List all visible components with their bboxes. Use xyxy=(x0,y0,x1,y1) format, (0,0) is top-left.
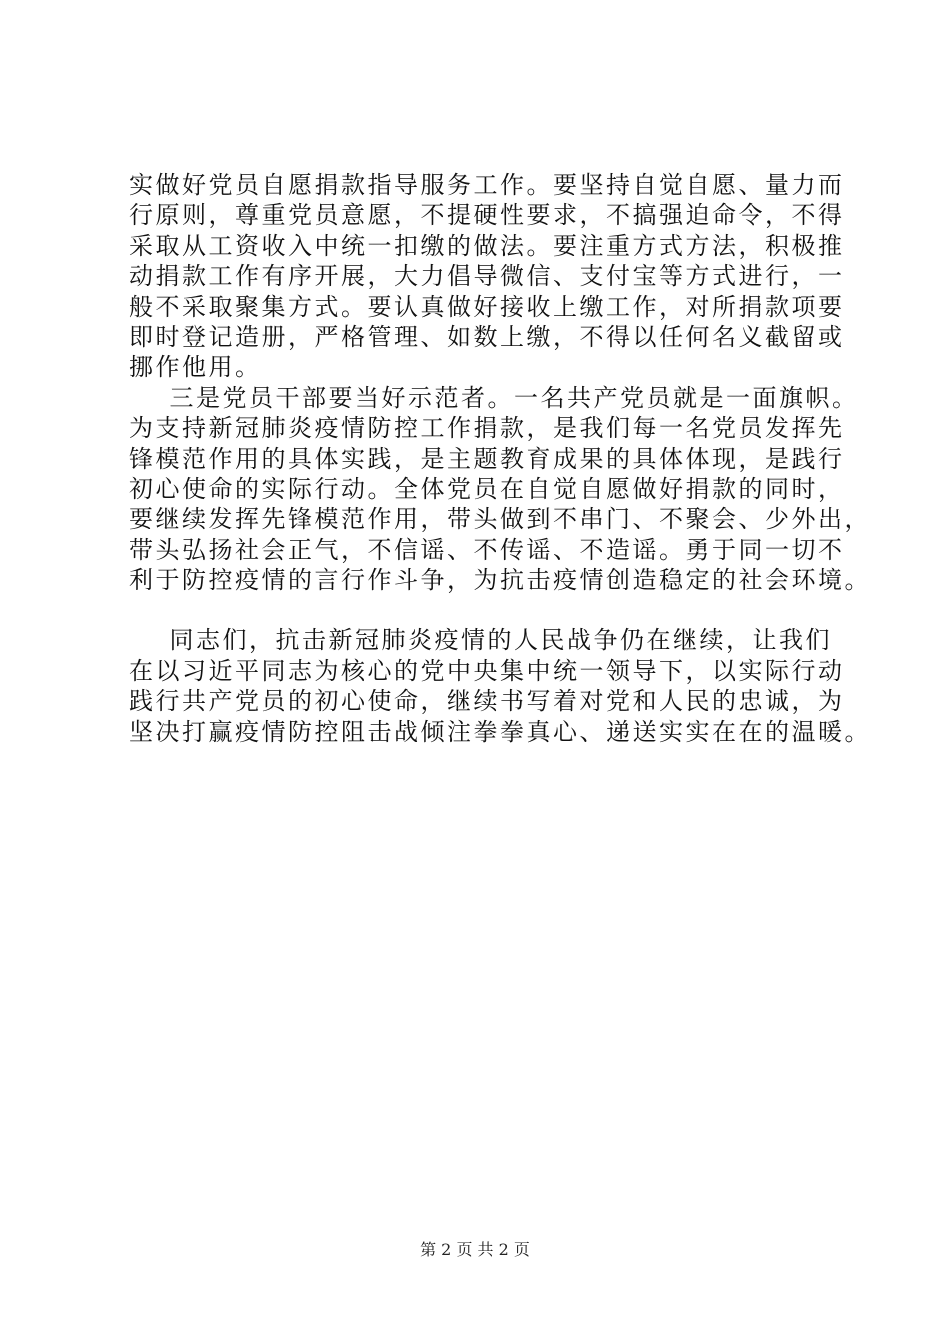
text-line: 动捐款工作有序开展，大力倡导微信、支付宝等方式进行，一 xyxy=(129,262,845,291)
text-line: 为支持新冠肺炎疫情防控工作捐款，是我们每一名党员发挥先 xyxy=(129,414,845,443)
text-line: 实做好党员自愿捐款指导服务工作。要坚持自觉自愿、量力而 xyxy=(129,171,845,199)
text-line: 带头弘扬社会正气，不信谣、不传谣、不造谣。勇于同一切不 xyxy=(129,535,845,564)
page-number-footer: 第 2 页 共 2 页 xyxy=(420,1240,530,1259)
text-line: 挪作他用。 xyxy=(129,353,262,382)
text-line: 要继续发挥先锋模范作用，带头做到不串门、不聚会、少外出， xyxy=(129,505,871,534)
text-line: 同志们，抗击新冠肺炎疫情的人民战争仍在继续，让我们 xyxy=(129,626,833,655)
text-line: 即时登记造册，严格管理、如数上缴，不得以任何名义截留或 xyxy=(129,322,845,351)
text-line: 践行共产党员的初心使命，继续书写着对党和人民的忠诚，为 xyxy=(129,687,845,716)
text-line: 利于防控疫情的言行作斗争，为抗击疫情创造稳定的社会环境。 xyxy=(129,566,871,595)
text-line: 行原则，尊重党员意愿，不提硬性要求，不搞强迫命令，不得 xyxy=(129,201,845,230)
text-line: 三是党员干部要当好示范者。一名共产党员就是一面旗帜。 xyxy=(129,383,859,412)
text-line: 在以习近平同志为核心的党中央集中统一领导下，以实际行动 xyxy=(129,656,845,685)
text-line: 采取从工资收入中统一扣缴的做法。要注重方式方法，积极推 xyxy=(129,231,845,260)
text-line: 般不采取聚集方式。要认真做好接收上缴工作，对所捐款项要 xyxy=(129,292,845,321)
paragraph-gap xyxy=(129,595,829,625)
document-body xyxy=(129,170,871,747)
text-line: 坚决打赢疫情防控阻击战倾注拳拳真心、递送实实在在的温暖。 xyxy=(129,717,871,746)
text-line: 初心使命的实际行动。全体党员在自觉自愿做好捐款的同时， xyxy=(129,474,845,503)
text-line: 锋模范作用的具体实践，是主题教育成果的具体体现，是践行 xyxy=(129,444,845,473)
